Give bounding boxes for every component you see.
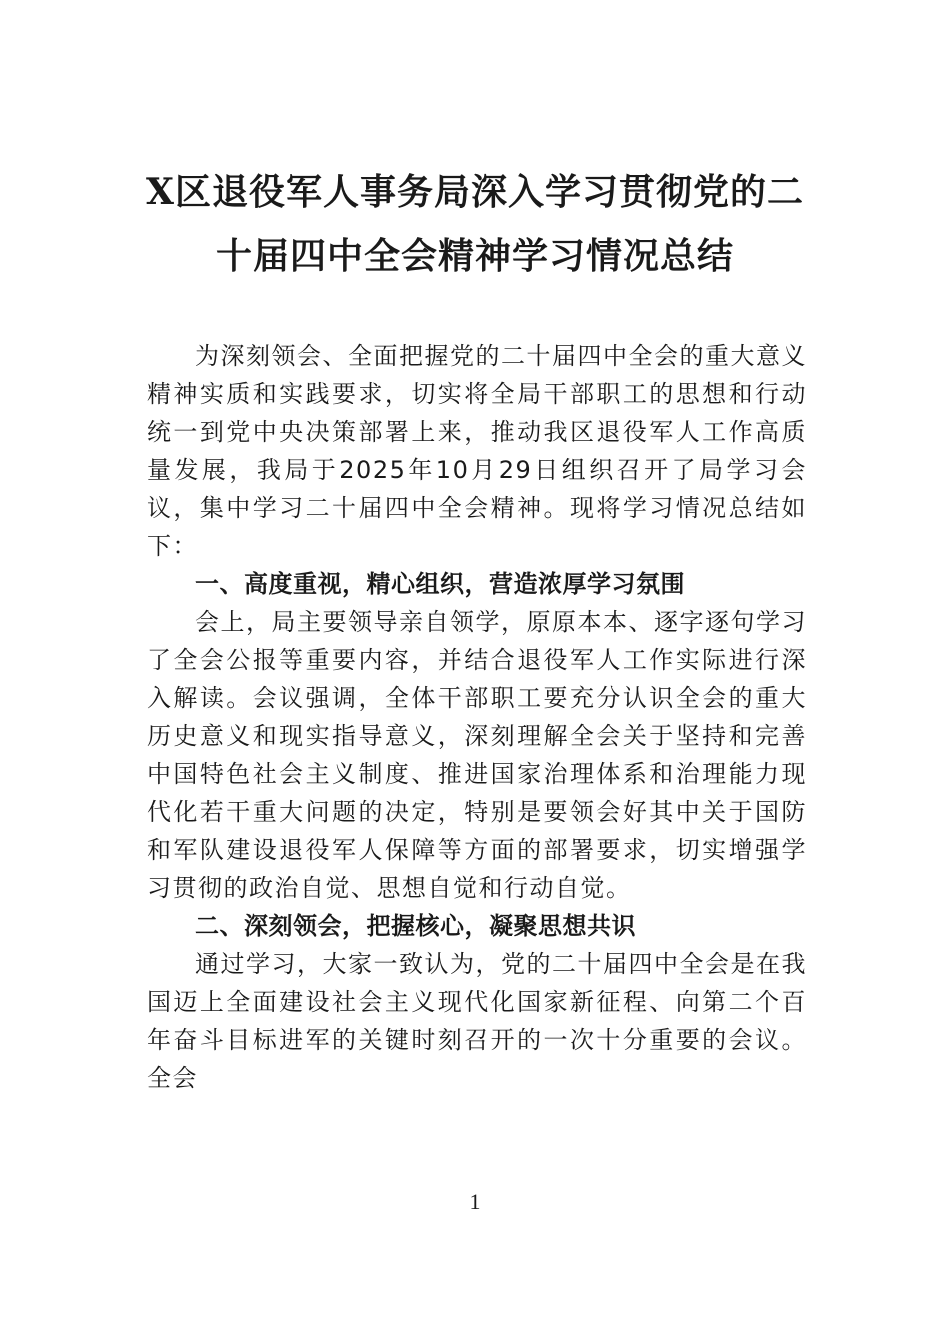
section-2-paragraph: 通过学习，大家一致认为，党的二十届四中全会是在我国迈上全面建设社会主义现代化国家新征程、向第二个百年奋斗目标进军的关键时刻召开的一次十分重要的会议。全会 bbox=[147, 950, 807, 1092]
section-2-heading: 二、深刻领会，把握核心，凝聚思想共识 bbox=[195, 912, 636, 940]
title-line-2: 十届四中全会精神学习情况总结 bbox=[215, 235, 734, 277]
section-1-paragraph: 会上，局主要领导亲自领学，原原本本、逐字逐句学习了全会公报等重要内容，并结合退役军人工作实际进行深入解读。会议强调，全体干部职工要充分认识全会的重大历史意义和现实指导意义，深刻理解全会关于坚持和完善中国特色社会主义制度、推进国家治理体系和治理能力现代化若干重大问题的决定，特别是要领会好其中关于国防和军队建设退役军人保障等方面的部署要求，切实增强学习贯彻的政治自觉、思想自觉和行动自觉。 bbox=[147, 608, 807, 902]
document-title bbox=[120, 160, 830, 288]
section-1-heading: 一、高度重视，精心组织，营造浓厚学习氛围 bbox=[195, 570, 685, 598]
document-body bbox=[147, 337, 807, 1097]
page-number: 1 bbox=[469, 1189, 481, 1214]
intro-paragraph: 为深刻领会、全面把握党的二十届四中全会的重大意义精神实质和实践要求，切实将全局干部职工的思想和行动统一到党中央决策部署上来，推动我区退役军人工作高质量发展，我局于2025年10月29日组织召开了局学习会议，集中学习二十届四中全会精神。现将学习情况总结如下： bbox=[147, 342, 807, 560]
title-line-1: X区退役军人事务局深入学习贯彻党的二 bbox=[146, 171, 804, 213]
